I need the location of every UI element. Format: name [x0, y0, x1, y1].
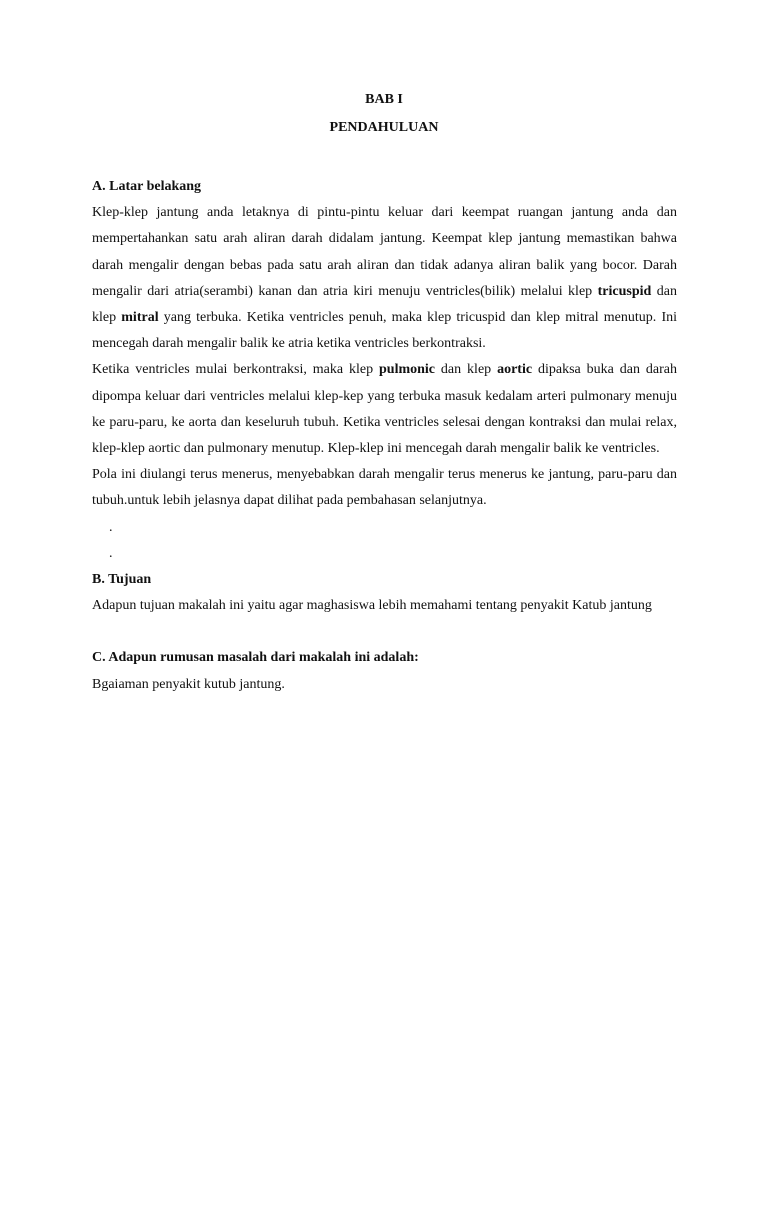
section-c-paragraph: Bgaiaman penyakit kutub jantung. [92, 676, 285, 692]
para1-bold-mitral: mitral [121, 310, 159, 326]
section-a-paragraph-3: Pola ini diulangi terus menerus, menyebabkan darah mengalir terus menerus ke jantung, paru-paru dan tubuh.untuk lebih jelasnya dapat dilihat pada pembahasan selanjutnya. [92, 467, 677, 509]
section-a-paragraph-1 [92, 200, 677, 357]
para1-text-3: yang terbuka. Ketika ventricles penuh, maka klep tricuspid dan klep mitral menutup. Ini mencegah darah mengalir balik ke atria ketika ventricles berkontraksi. [92, 310, 677, 352]
para2-text-1: Ketika ventricles mulai berkontraksi, maka klep [92, 362, 379, 378]
para2-text-3: dipaksa buka dan darah dipompa keluar dari ventricles melalui klep-kep yang terbuka masuk kedalam arteri pulmonary menuju ke paru-paru, ke aorta dan keseluruh tubuh. Ketika ventricles selesai dengan kontraksi dan mulai relax, klep-klep aortic dan pulmonary menutup. Klep-klep ini mencegah darah mengalir balik ke ventricles. [92, 362, 677, 457]
para2-text-2: dan klep [435, 362, 498, 378]
chapter-number-text: BAB I [365, 92, 403, 107]
para2-bold-aortic: aortic [497, 362, 533, 378]
section-b-paragraph: Adapun tujuan makalah ini yaitu agar maghasiswa lebih memahami tentang penyakit Katub jantung [92, 598, 652, 614]
document-body [92, 174, 677, 698]
bullet-dot-1: . [109, 519, 113, 535]
section-a-paragraph-2 [92, 357, 677, 462]
bullet-dot-2: . [109, 545, 113, 561]
chapter-number [0, 92, 768, 108]
para1-bold-tricuspid: tricuspid [597, 283, 652, 299]
para1-text-2: dan klep [92, 283, 678, 326]
para1-text-1: Klep-klep jantung anda letaknya di pintu-pintu keluar dari keempat ruangan jantung anda dan mempertahankan satu arah aliran darah didalam jantung. Keempat klep jantung memastikan bahwa darah mengalir dengan bebas pada satu arah aliran dan tidak adanya aliran balik yang bocor. Darah mengalir dari atria(serambi) kanan dan atria kiri menuju ventricles(bilik) melalui klep [92, 205, 677, 299]
section-spacer [92, 619, 677, 645]
chapter-title [0, 120, 768, 136]
section-c-heading: C. Adapun rumusan masalah dari makalah ini adalah: [92, 650, 419, 666]
section-b-heading: B. Tujuan [92, 572, 152, 588]
section-a-heading: A. Latar belakang [92, 179, 202, 194]
para2-bold-pulmonic: pulmonic [379, 362, 436, 378]
chapter-title-text: PENDAHULUAN [329, 120, 439, 135]
